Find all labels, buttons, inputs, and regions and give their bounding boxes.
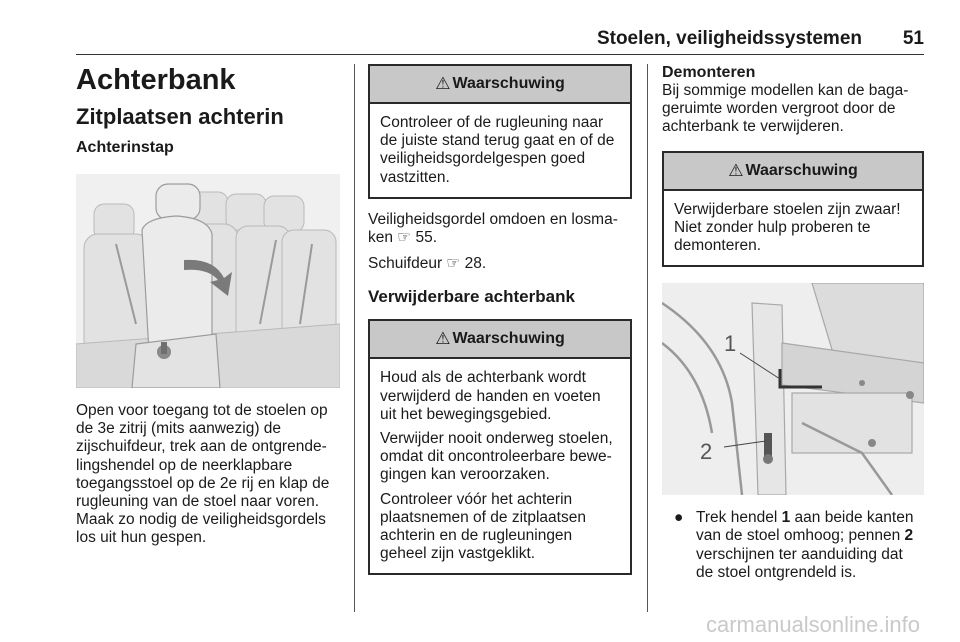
section-heading: Zitplaatsen achterin bbox=[76, 104, 284, 129]
warning-box-1 bbox=[368, 64, 632, 199]
page-header bbox=[76, 28, 924, 55]
subsection-heading: Achterinstap bbox=[76, 139, 174, 156]
rear-seat-illustration bbox=[76, 174, 340, 388]
subsection-heading: Demonteren bbox=[662, 64, 756, 81]
warning-text: Houd als de achterbank wordt verwijderd de handen en voeten uit het bewegingsgebied. bbox=[380, 369, 601, 423]
warning-box-2 bbox=[368, 319, 632, 575]
sliding-door-reference: Schuifdeur ☞ 28. bbox=[368, 255, 487, 273]
warning-body bbox=[370, 104, 630, 197]
instruction-text: Open voor toegang tot de stoelen op de 3e zitrij (mits aanwezig) de zijschuifdeur, trek aan de ontgrendelingshendel op de neerklapbare toegangsstoel op de 2e rij en klap de rugleuning van de stoel naar voren. Maak zo nodig de veiligheidsgordels los uit hun gespen. bbox=[76, 402, 330, 547]
column-1 bbox=[76, 64, 340, 548]
warning-header bbox=[370, 321, 630, 359]
warning-heading: Waarschuwing bbox=[452, 330, 565, 348]
warning-header bbox=[370, 66, 630, 104]
warning-text: Controleer of de rugleuning naar de juiste stand terug gaat en of de veiligheidsgordelgespen goed vastzitten. bbox=[380, 114, 615, 186]
column-divider-2 bbox=[647, 64, 648, 612]
column-divider-1 bbox=[354, 64, 355, 612]
bullet-text: Trek hendel 1 aan beide kanten van de stoel omhoog; pennen 2 verschijnen ter aanduiding dat de stoel ontgrendeld is. bbox=[696, 509, 914, 581]
column-3 bbox=[662, 64, 924, 582]
seat-latch-illustration bbox=[662, 283, 924, 495]
warning-text: Verwijder nooit onderweg stoelen, omdat dit oncontroleerbare bewegingen kan veroorzaken. bbox=[380, 430, 613, 484]
warning-header bbox=[664, 153, 922, 191]
warning-body bbox=[370, 359, 630, 573]
intro-text: Bij sommige modellen kan de bagageruimte worden vergroot door de achterbank te verwijderen. bbox=[662, 82, 909, 136]
section-heading-removable: Verwijderbare achterbank bbox=[368, 287, 575, 307]
bullet-item bbox=[662, 509, 924, 582]
warning-heading: Waarschuwing bbox=[745, 161, 858, 179]
warning-text: Controleer vóór het achterin plaatsnemen of de zitplaatsen achterin en de rugleuningen geheel zijn vastgeklikt. bbox=[380, 490, 586, 563]
section-title: Stoelen, veiligheidssystemen bbox=[596, 28, 862, 49]
seat-drawing bbox=[76, 174, 340, 388]
warning-heading: Waarschuwing bbox=[452, 75, 565, 92]
callout-1: 1 bbox=[724, 331, 737, 357]
warning-icon: ⚠ bbox=[728, 160, 744, 180]
chapter-heading: Achterbank bbox=[76, 64, 236, 96]
warning-text: Verwijderbare stoelen zijn zwaar! Niet zonder hulp proberen te demonteren. bbox=[674, 200, 901, 255]
column-2 bbox=[368, 64, 632, 575]
bullet-dot: ● bbox=[674, 509, 684, 527]
callout-2: 2 bbox=[700, 439, 713, 465]
page-number: 51 bbox=[902, 28, 924, 49]
watermark: carmanualsonline.info bbox=[705, 612, 920, 637]
warning-body bbox=[664, 191, 922, 266]
seatbelt-reference: Veiligheidsgordel omdoen en losmaken ☞ 55. bbox=[368, 210, 618, 247]
warning-icon: ⚠ bbox=[435, 329, 451, 349]
warning-icon: ⚠ bbox=[435, 74, 451, 93]
warning-box-3 bbox=[662, 151, 924, 268]
